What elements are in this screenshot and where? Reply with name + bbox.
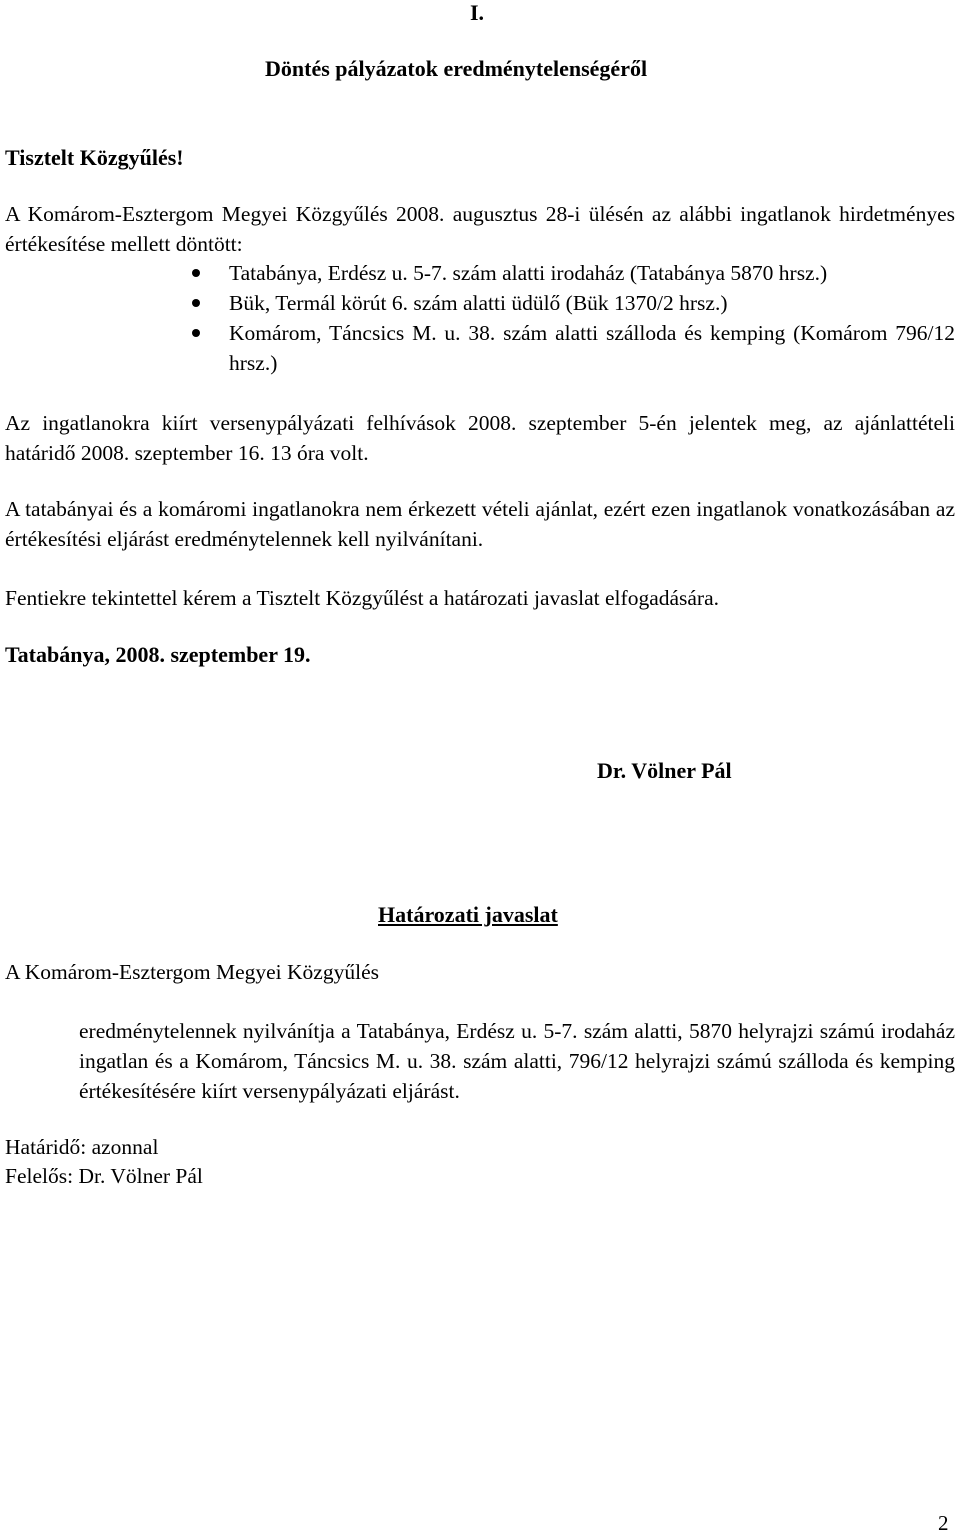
property-item-text: Komárom, Táncsics M. u. 38. szám alatti szálloda és kemping (Komárom 796/12 hrsz.) [229, 321, 955, 375]
page-number: 2 [938, 1511, 949, 1535]
property-item-text: Bük, Termál körút 6. szám alatti üdülő (Bük 1370/2 hrsz.) [229, 291, 728, 315]
place-date: Tatabánya, 2008. szeptember 19. [5, 642, 311, 667]
bullet-icon [192, 299, 200, 307]
property-item-text: Tatabánya, Erdész u. 5-7. szám alatti irodaház (Tatabánya 5870 hrsz.) [229, 261, 828, 285]
property-list [192, 258, 955, 378]
section-number: I. [470, 0, 485, 25]
document-title: Döntés pályázatok eredménytelenségéről [265, 56, 648, 81]
intro-paragraph: A Komárom-Esztergom Megyei Közgyűlés 2008. augusztus 28-i ülésén az alábbi ingatlanok hirdetményes értékesítése mellett döntött: [5, 202, 955, 256]
list-item [192, 288, 955, 318]
request-paragraph: Fentiekre tekintettel kérem a Tisztelt Közgyűlést a határozati javaslat elfogadására. [5, 586, 720, 610]
no-offers-paragraph: A tatabányai és a komáromi ingatlanokra nem érkezett vételi ajánlat, ezért ezen ingatlanok vonatkozásában az értékesítési eljárást eredménytelennek kell nyilvánítani. [5, 497, 955, 551]
list-item [192, 258, 955, 288]
resolution-text: eredménytelennek nyilvánítja a Tatabánya, Erdész u. 5-7. szám alatti, 5870 helyrajzi számú irodaház ingatlan és a Komárom, Táncsics M. u. 38. szám alatti, 796/12 helyrajzi számú szálloda és kemping értékesítésére kiírt versenypályázati eljárást. [79, 1019, 955, 1103]
bullet-icon [192, 269, 200, 277]
resolution-responsible: Felelős: Dr. Völner Pál [5, 1164, 203, 1188]
signatory-name: Dr. Völner Pál [597, 758, 732, 783]
resolution-heading: Határozati javaslat [378, 902, 558, 927]
calls-paragraph: Az ingatlanokra kiírt versenypályázati felhívások 2008. szeptember 5-én jelentek meg, az ajánlattételi határidő 2008. szeptember 16. 13 óra volt. [5, 411, 955, 465]
list-item [192, 318, 955, 378]
salutation: Tisztelt Közgyűlés! [5, 145, 184, 170]
resolution-subject: A Komárom-Esztergom Megyei Közgyűlés [5, 960, 379, 984]
resolution-deadline: Határidő: azonnal [5, 1135, 159, 1159]
bullet-icon [192, 329, 200, 337]
